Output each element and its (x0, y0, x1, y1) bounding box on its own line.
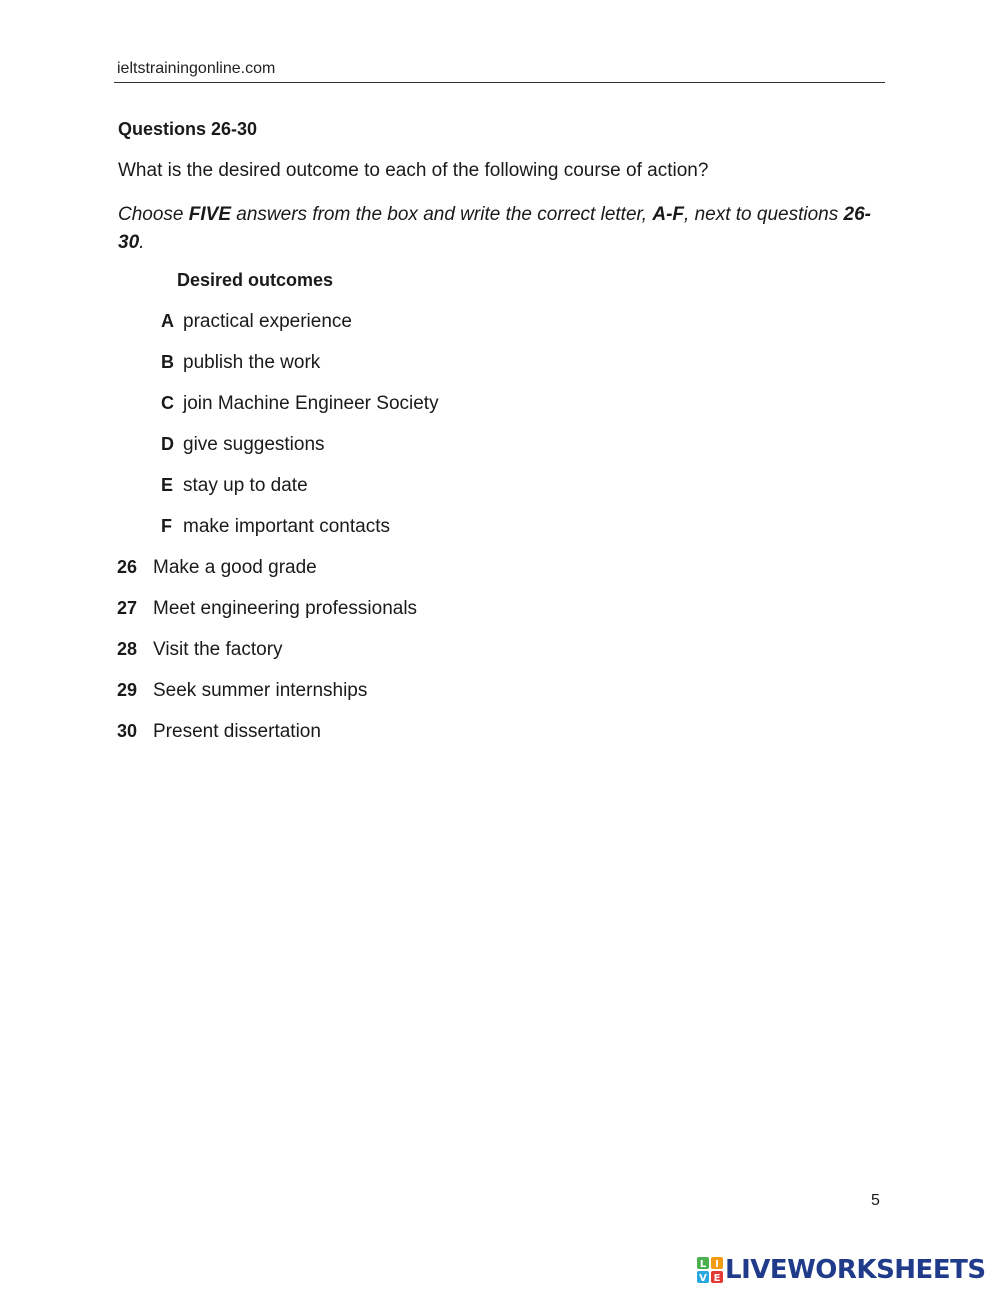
question-text: Visit the factory (153, 639, 283, 660)
question-text: Present dissertation (153, 721, 321, 742)
liveworksheets-logo-text: LIVEWORKSHEETS (725, 1255, 986, 1285)
questions-instruction: Choose FIVE answers from the box and write the correct letter, A-F, next to questions 26-30. (118, 204, 871, 253)
option-text: make important contacts (183, 516, 390, 537)
page-number: 5 (871, 1192, 880, 1209)
option-text: give suggestions (183, 434, 325, 455)
option-letter: F (161, 516, 172, 536)
question-number: 30 (117, 721, 138, 741)
question-number: 27 (117, 598, 138, 618)
option-e (161, 475, 308, 497)
option-a (161, 311, 352, 333)
questions-heading: Questions 26-30 (118, 119, 258, 139)
option-text: practical experience (183, 311, 352, 332)
question-28 (117, 639, 283, 661)
header-site: ieltstrainingonline.com (117, 60, 276, 77)
option-letter: C (161, 393, 174, 413)
header-divider (114, 82, 885, 83)
question-number: 28 (117, 639, 138, 659)
liveworksheets-logo-icon (697, 1257, 723, 1283)
option-c (161, 393, 439, 415)
option-text: publish the work (183, 352, 321, 373)
logo-icon-letter-e: E (713, 1273, 721, 1283)
option-letter: D (161, 434, 174, 454)
question-text: Meet engineering professionals (153, 598, 418, 619)
logo-icon-letter-i: I (715, 1259, 719, 1270)
option-text: stay up to date (183, 475, 308, 496)
question-30 (117, 721, 321, 743)
option-text: join Machine Engineer Society (183, 393, 439, 414)
option-letter: B (161, 352, 174, 372)
logo-icon-letter-l: L (699, 1259, 707, 1270)
question-27 (117, 598, 417, 620)
option-f (161, 516, 390, 538)
question-text: Seek summer internships (153, 680, 368, 701)
question-number: 29 (117, 680, 138, 700)
question-number: 26 (117, 557, 138, 577)
question-text: Make a good grade (153, 557, 317, 578)
options-box-title: Desired outcomes (177, 270, 334, 290)
option-b (161, 352, 320, 374)
questions-prompt: What is the desired outcome to each of the following course of action? (118, 160, 709, 181)
option-d (161, 434, 325, 456)
option-letter: E (161, 475, 174, 495)
question-26 (117, 557, 317, 579)
question-29 (117, 680, 367, 702)
logo-icon-letter-v: V (699, 1273, 707, 1283)
option-letter: A (161, 311, 174, 331)
liveworksheets-logo[interactable] (697, 1255, 986, 1285)
